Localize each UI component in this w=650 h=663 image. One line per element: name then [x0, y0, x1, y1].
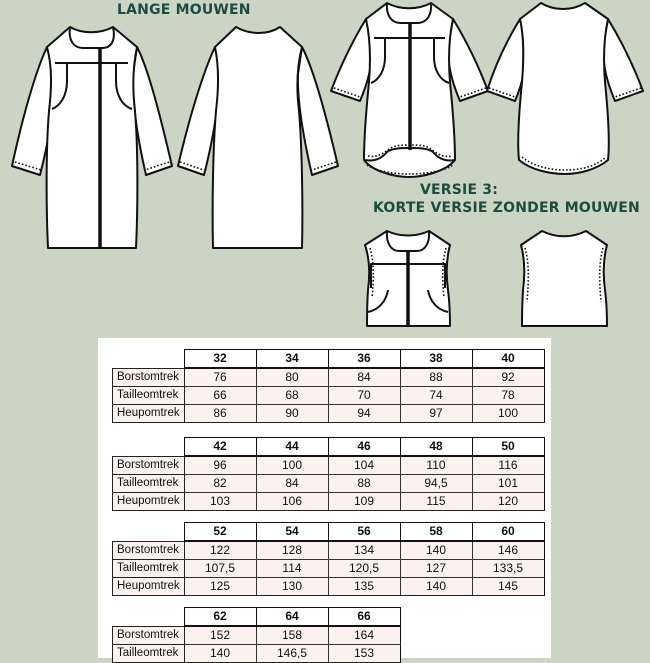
- size-table-2: [112, 437, 545, 511]
- table-row: [113, 387, 545, 405]
- table-cell: 133,5: [472, 560, 544, 578]
- table-cell: 100: [472, 405, 544, 423]
- table-row: [113, 493, 545, 511]
- table-cell: 80: [256, 368, 328, 387]
- size-header-row: [113, 608, 401, 627]
- table-cell: 86: [184, 405, 256, 423]
- size-col-header: 36: [328, 350, 400, 369]
- size-col-header: 32: [184, 350, 256, 369]
- table-row: [113, 541, 545, 560]
- table-cell: 94,5: [400, 475, 472, 493]
- size-col-header: 64: [256, 608, 328, 627]
- table-cell: 109: [328, 493, 400, 511]
- size-col-header: 66: [328, 608, 400, 627]
- table-cell: 127: [400, 560, 472, 578]
- size-col-header: 54: [256, 523, 328, 542]
- version3-title: VERSIE 3:: [420, 182, 499, 198]
- table-cell: 92: [472, 368, 544, 387]
- table-cell: 90: [256, 405, 328, 423]
- table-cell: 100: [256, 456, 328, 475]
- table-cell: 135: [328, 578, 400, 596]
- table-cell: 84: [328, 368, 400, 387]
- row-label: Tailleomtrek: [113, 475, 185, 493]
- size-col-header: 58: [400, 523, 472, 542]
- row-label: Tailleomtrek: [113, 560, 185, 578]
- coat-back-icon: [486, 2, 646, 178]
- table-cell: 106: [256, 493, 328, 511]
- row-label: Heupomtrek: [113, 578, 185, 596]
- size-col-header: 52: [184, 523, 256, 542]
- table-cell: 128: [256, 541, 328, 560]
- table-row: [113, 368, 545, 387]
- table-row: [113, 475, 545, 493]
- long-coat-front-illustration: [10, 26, 170, 252]
- table-corner: [113, 608, 185, 627]
- mid-coat-front-illustration: [330, 2, 490, 178]
- table-corner: [113, 350, 185, 369]
- table-cell: 122: [184, 541, 256, 560]
- table-cell: 140: [400, 541, 472, 560]
- size-header-row: [113, 438, 545, 457]
- table-row: [113, 578, 545, 596]
- table-cell: 120,5: [328, 560, 400, 578]
- table-row: [113, 456, 545, 475]
- table-cell: 76: [184, 368, 256, 387]
- vest-back-icon: [520, 230, 610, 328]
- table-cell: 153: [328, 645, 400, 663]
- table-cell: 120: [472, 493, 544, 511]
- coat-front-icon: [330, 2, 490, 178]
- size-col-header: 46: [328, 438, 400, 457]
- table-cell: 107,5: [184, 560, 256, 578]
- table-cell: 134: [328, 541, 400, 560]
- table-corner: [113, 438, 185, 457]
- size-col-header: 42: [184, 438, 256, 457]
- table-cell: 68: [256, 387, 328, 405]
- row-label: Tailleomtrek: [113, 387, 185, 405]
- table-corner: [113, 523, 185, 542]
- table-cell: 96: [184, 456, 256, 475]
- table-cell: 88: [400, 368, 472, 387]
- table-cell: 130: [256, 578, 328, 596]
- table-cell: 145: [472, 578, 544, 596]
- size-col-header: 44: [256, 438, 328, 457]
- row-label: Tailleomtrek: [113, 645, 185, 663]
- version1-subtitle: LANGE MOUWEN: [117, 2, 251, 18]
- row-label: Heupomtrek: [113, 405, 185, 423]
- size-col-header: 50: [472, 438, 544, 457]
- size-col-header: 38: [400, 350, 472, 369]
- size-col-header: 40: [472, 350, 544, 369]
- row-label: Borstomtrek: [113, 456, 185, 475]
- vest-front-illustration: [364, 230, 454, 328]
- long-coat-back-illustration: [176, 26, 340, 252]
- size-header-row: [113, 523, 545, 542]
- version3-subtitle: KORTE VERSIE ZONDER MOUWEN: [373, 200, 640, 216]
- size-col-header: 60: [472, 523, 544, 542]
- table-row: [113, 626, 401, 645]
- row-label: Borstomtrek: [113, 626, 185, 645]
- row-label: Borstomtrek: [113, 541, 185, 560]
- mid-coat-back-illustration: [486, 2, 646, 178]
- table-cell: 70: [328, 387, 400, 405]
- table-cell: 94: [328, 405, 400, 423]
- table-cell: 125: [184, 578, 256, 596]
- table-cell: 82: [184, 475, 256, 493]
- table-cell: 97: [400, 405, 472, 423]
- table-cell: 140: [400, 578, 472, 596]
- coat-back-icon: [176, 26, 340, 252]
- row-label: Borstomtrek: [113, 368, 185, 387]
- size-col-header: 34: [256, 350, 328, 369]
- table-cell: 110: [400, 456, 472, 475]
- table-cell: 103: [184, 493, 256, 511]
- coat-front-icon: [10, 26, 170, 252]
- vest-back-illustration: [520, 230, 610, 328]
- table-cell: 140: [184, 645, 256, 663]
- table-cell: 78: [472, 387, 544, 405]
- size-table-1: [112, 349, 545, 423]
- table-cell: 146,5: [256, 645, 328, 663]
- table-cell: 74: [400, 387, 472, 405]
- size-table-4: [112, 607, 401, 663]
- table-row: [113, 645, 401, 663]
- table-cell: 146: [472, 541, 544, 560]
- vest-front-icon: [364, 230, 454, 328]
- table-cell: 104: [328, 456, 400, 475]
- table-row: [113, 405, 545, 423]
- size-header-row: [113, 350, 545, 369]
- table-cell: 66: [184, 387, 256, 405]
- size-col-header: 48: [400, 438, 472, 457]
- table-cell: 152: [184, 626, 256, 645]
- table-cell: 84: [256, 475, 328, 493]
- table-cell: 114: [256, 560, 328, 578]
- size-col-header: 62: [184, 608, 256, 627]
- size-table-3: [112, 522, 545, 596]
- row-label: Heupomtrek: [113, 493, 185, 511]
- size-col-header: 56: [328, 523, 400, 542]
- table-cell: 116: [472, 456, 544, 475]
- table-cell: 164: [328, 626, 400, 645]
- table-row: [113, 560, 545, 578]
- table-cell: 115: [400, 493, 472, 511]
- table-cell: 101: [472, 475, 544, 493]
- table-cell: 88: [328, 475, 400, 493]
- table-cell: 158: [256, 626, 328, 645]
